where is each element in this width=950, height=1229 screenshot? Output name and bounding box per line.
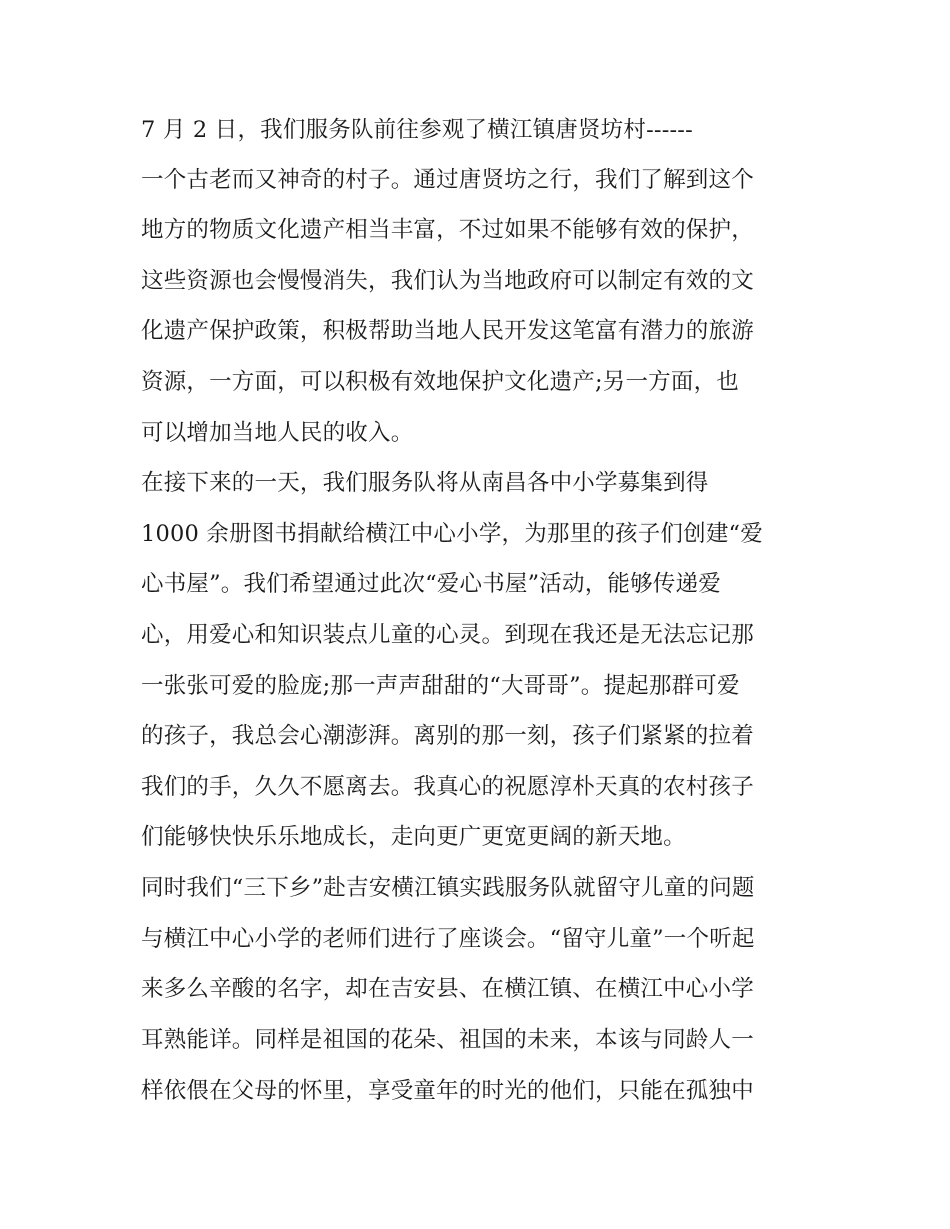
text-line: 1000 余册图书捐献给横江中心小学，为那里的孩子们创建“爱 [141,521,763,547]
text-line: 来多么辛酸的名字，却在吉安县、在横江镇、在横江中心小学 [141,976,754,1002]
text-line: 耳熟能详。同样是祖国的花朵、祖国的未来，本该与同龄人一 [141,1027,754,1053]
text-line: 化遗产保护政策，积极帮助当地人民开发这笔富有潜力的旅游 [141,318,754,344]
text-line: 一张张可爱的脸庞;那一声声甜甜的“大哥哥”。提起那群可爱 [141,673,740,699]
text-line: 一个古老而又神奇的村子。通过唐贤坊之行，我们了解到这个 [141,167,754,193]
text-line: 同时我们“三下乡”赴吉安横江镇实践服务队就留守儿童的问题 [141,875,755,901]
text-line: 的孩子，我总会心潮澎湃。离别的那一刻，孩子们紧紧的拉着 [141,723,754,749]
text-line: 可以增加当地人民的收入。 [141,420,414,446]
text-line: 资源，一方面，可以积极有效地保护文化遗产;另一方面，也 [141,369,739,395]
text-line: 这些资源也会慢慢消失，我们认为当地政府可以制定有效的文 [141,268,754,294]
text-line: 与横江中心小学的老师们进行了座谈会。“留守儿童”一个听起 [141,926,755,952]
text-line: 我们的手，久久不愿离去。我真心的祝愿淳朴天真的农村孩子 [141,774,754,800]
text-line: 心书屋”。我们希望通过此次“爱心书屋”活动，能够传递爱 [141,571,721,597]
text-line: 7 月 2 日，我们服务队前往参观了横江镇唐贤坊村------ [141,117,693,143]
text-line: 在接下来的一天，我们服务队将从南昌各中小学募集到得 [141,470,709,496]
text-line: 心，用爱心和知识装点儿童的心灵。到现在我还是无法忘记那 [141,622,754,648]
text-line: 们能够快快乐乐地成长，走向更广更宽更阔的新天地。 [141,824,686,850]
text-line: 样依偎在父母的怀里，享受童年的时光的他们，只能在孤独中 [141,1078,754,1104]
text-line: 地方的物质文化遗产相当丰富，不过如果不能够有效的保护， [141,217,754,243]
